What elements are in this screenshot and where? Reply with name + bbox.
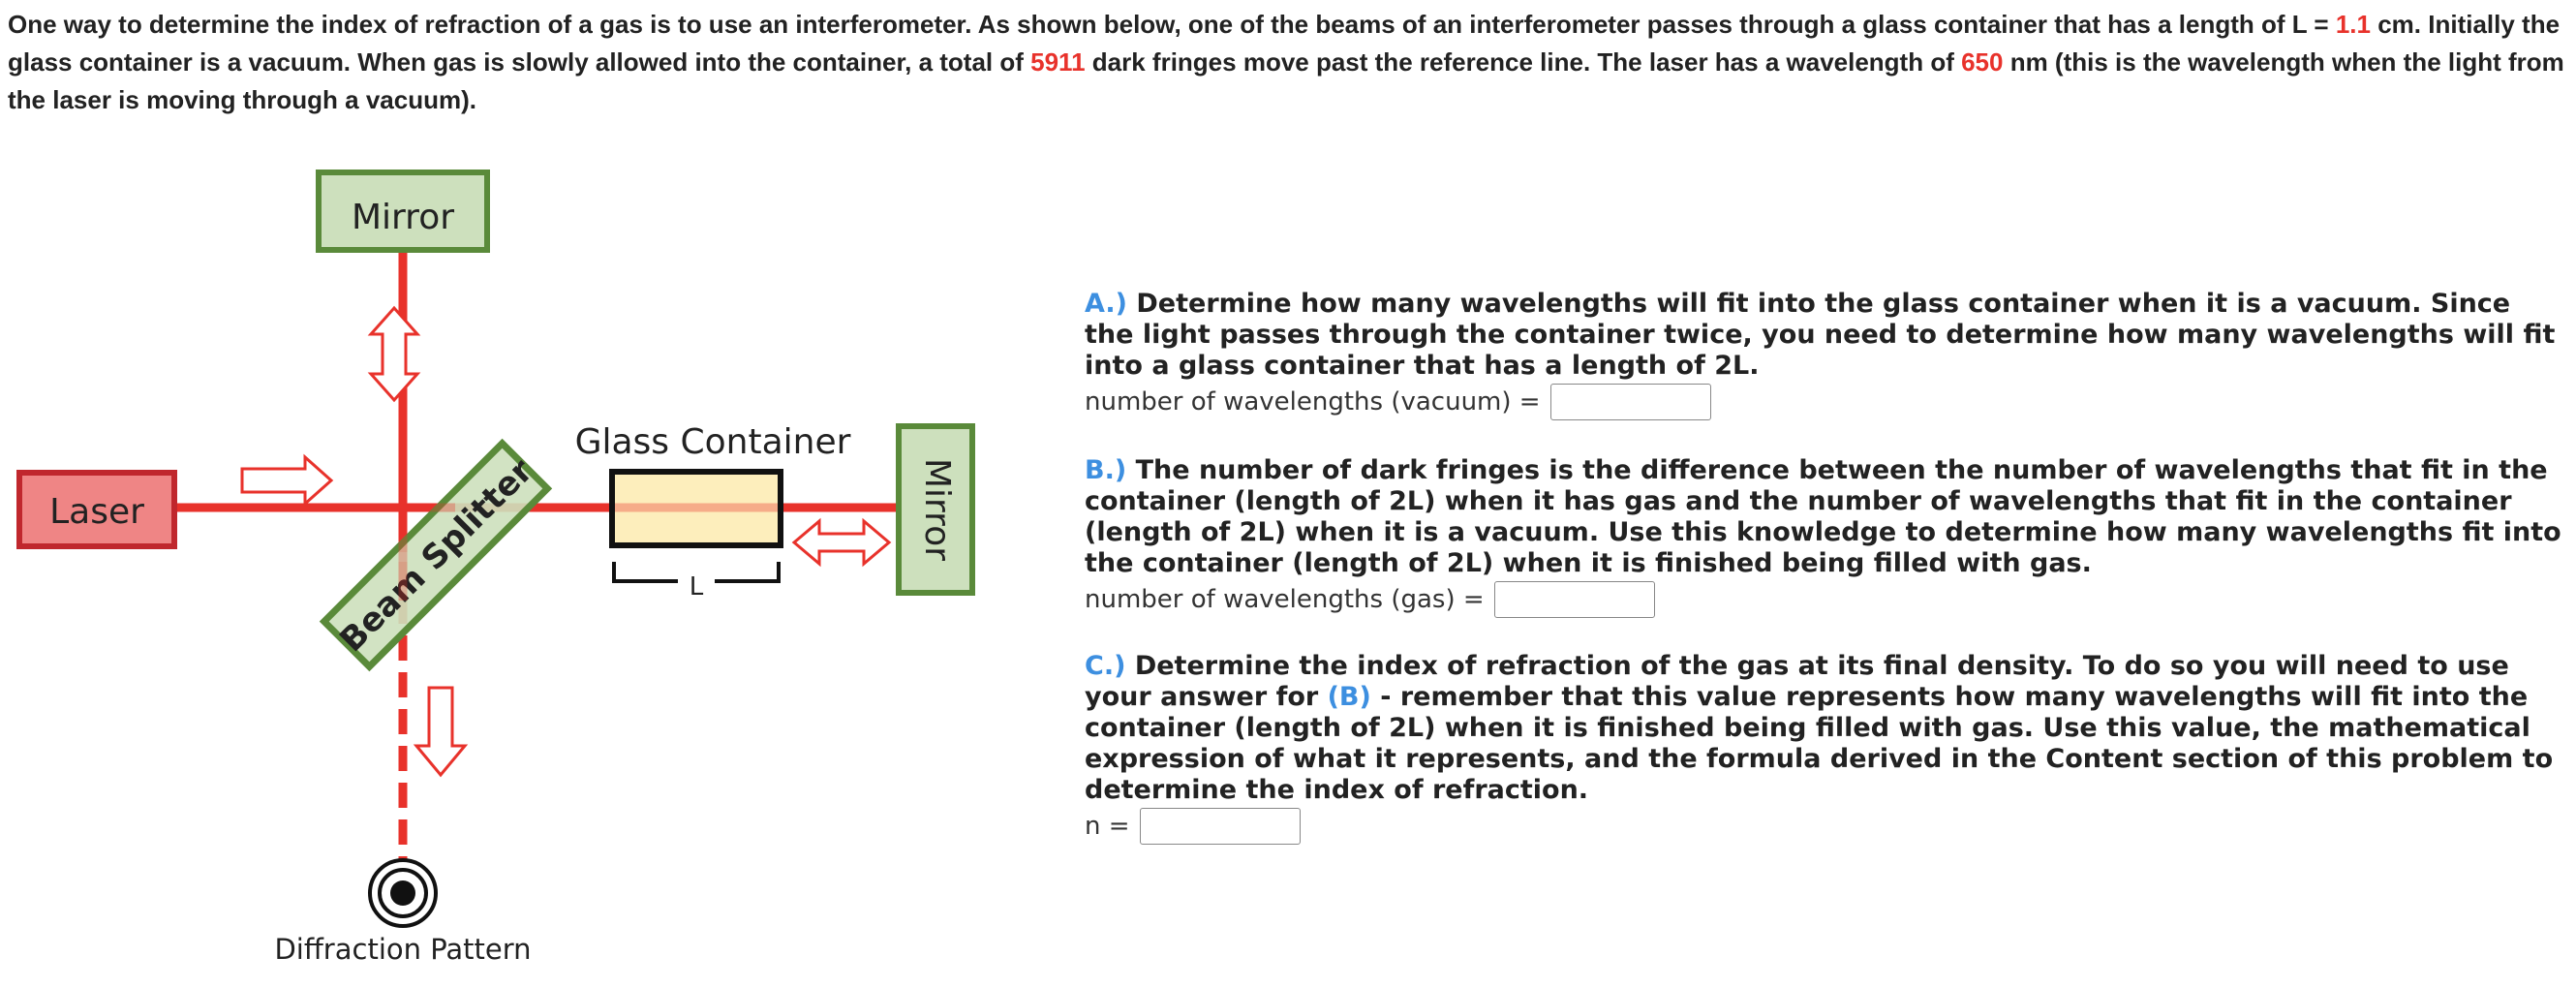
right-mirror-label: Mirror [917,457,957,562]
vertical-double-arrow [371,308,417,400]
length-value: 1.1 [2335,10,2371,39]
interferometer-diagram [0,145,1027,978]
answer-a-input[interactable] [1550,384,1711,420]
beam-splitter-label: Beam Splitter [332,451,541,661]
answer-row-c [1085,808,2566,845]
top-mirror-label: Mirror [351,198,455,237]
laser-direction-arrow [242,457,331,504]
intro-text-3: dark fringes move past the reference line. The laser has a wavelength of [1085,47,1962,77]
down-arrow [416,688,465,775]
question-a [1085,289,2566,420]
answer-c-input[interactable] [1140,808,1301,845]
horizontal-double-arrow [794,521,889,564]
laser [19,473,174,546]
laser-label: Laser [49,492,144,532]
answer-row-b [1085,581,2566,618]
length-label: L [689,572,704,602]
answer-a-label: number of wavelengths (vacuum) = [1085,387,1541,417]
intro-text-2: cm. Initially the glass container is a vacuum. When gas is slowly allowed into the container, a total of [8,10,2561,77]
fringes-value: 5911 [1030,47,1086,77]
top-mirror [319,172,487,250]
question-c-label: C.) [1085,651,1126,681]
wavelength-value: 650 [1961,47,2004,77]
diffraction-pattern-icon [370,860,436,926]
length-bracket [614,562,779,602]
question-b [1085,455,2566,618]
question-a-text: A.) Determine how many wavelengths will fit into the glass container when it is a vacuum. Since the light passes through the container twice, you need to determine how many wavelengths will fit into a glass container that has a length of 2L. [1085,289,2556,381]
answer-c-label: n = [1085,812,1130,841]
question-b-label: B.) [1085,455,1127,485]
intro-text-4: nm (this is the wavelength when the light from the laser is moving through a vacuum). [8,47,2564,114]
beam-splitter [322,442,548,667]
answer-b-input[interactable] [1494,581,1655,618]
problem-statement [8,6,2564,119]
diffraction-pattern-label: Diffraction Pattern [274,933,532,966]
glass-container [575,422,851,545]
answer-b-label: number of wavelengths (gas) = [1085,585,1485,614]
question-a-label: A.) [1085,289,1127,319]
question-b-text: B.) The number of dark fringes is the difference between the number of wavelengths that fit in the container (length of 2L) when it has gas and the number of wavelengths that fit in the container (length of 2L) when it is a vacuum. Use this knowledge to determine how many wavelengths fit into the container (length of 2L) when it is finished being filled with gas. [1085,455,2561,578]
answer-row-a [1085,384,2566,420]
glass-container-label: Glass Container [574,422,851,462]
right-mirror [899,426,972,593]
question-c-ref: (B) [1327,682,1371,712]
intro-text-1: One way to determine the index of refraction of a gas is to use an interferometer. As shown below, one of the beams of an interferometer passes through a glass container that has a length of L = [8,10,2336,39]
question-c-text: C.) Determine the index of refraction of the gas at its final density. To do so you will need to use your answer for (B) - remember that this value represents how many wavelengths will fit into the container (length of 2L) when it is finished being filled with gas. Use this value, the mathematical expression of what it represents, and the formula derived in the Content section of this problem to determine the index of refraction. [1085,651,2554,805]
question-c [1085,651,2566,845]
